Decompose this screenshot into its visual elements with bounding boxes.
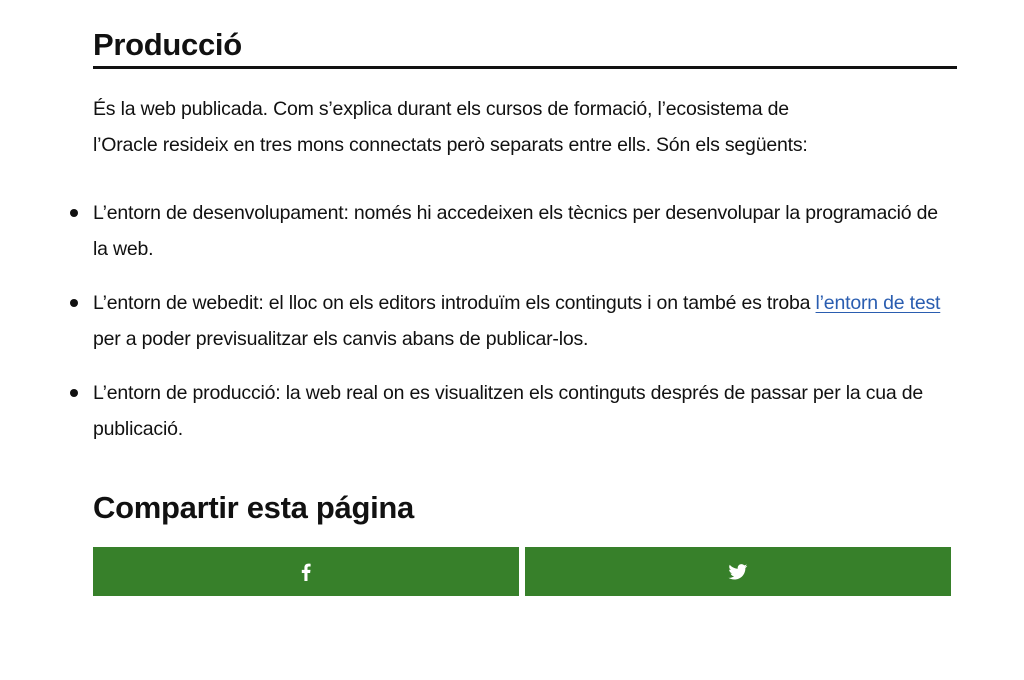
bullet-icon: [70, 209, 78, 217]
intro-paragraph: [93, 91, 957, 163]
twitter-icon: [728, 564, 748, 580]
test-environment-link[interactable]: l’entorn de test: [815, 292, 941, 314]
list-item-text: L’entorn de producció: la web real on es visualitzen els continguts després de passar per la cua de publicació.: [93, 382, 924, 440]
list-item-text-after: per a poder previsualitzar els canvis abans de publicar-los.: [93, 328, 589, 350]
twitter-share-button[interactable]: [525, 547, 951, 596]
bullet-icon: [70, 299, 78, 307]
list-item-text: L’entorn de desenvolupament: només hi accedeixen els tècnics per desenvolupar la programació de la web.: [93, 202, 938, 260]
list-item: [93, 375, 957, 447]
bullet-icon: [70, 389, 78, 397]
main-content: [93, 24, 957, 596]
list-item-text-before: L’entorn de webedit: el lloc on els editors introduïm els continguts i on també es troba: [93, 292, 816, 314]
section-title: Producció: [93, 24, 957, 69]
facebook-icon: [301, 563, 311, 581]
list-item: [93, 195, 957, 267]
intro-line-1: És la web publicada. Com s’explica durant els cursos de formació, l’ecosistema de: [93, 98, 789, 120]
intro-line-2: l’Oracle resideix en tres mons connectats però separats entre ells. Són els següents:: [93, 134, 808, 156]
facebook-share-button[interactable]: [93, 547, 519, 596]
list-item: [93, 285, 957, 357]
environment-list: [93, 195, 957, 447]
share-title: Compartir esta página: [93, 490, 415, 525]
share-bar: [93, 547, 951, 596]
